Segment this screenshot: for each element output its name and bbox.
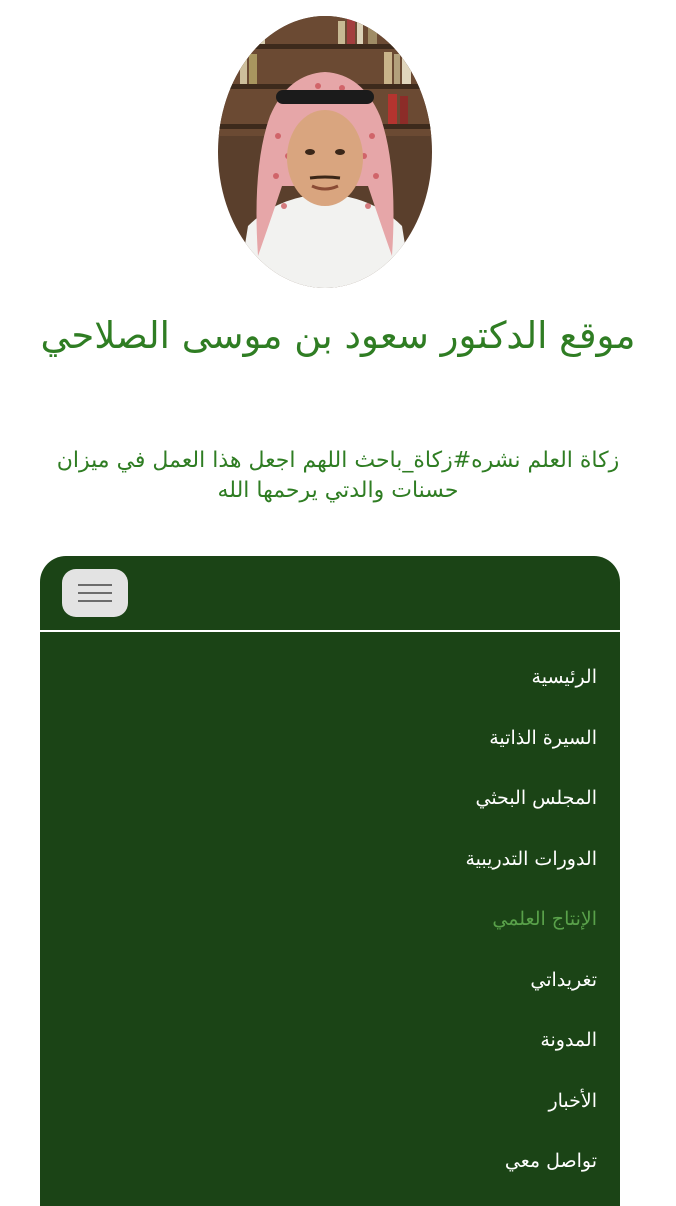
site-title: موقع الدكتور سعود بن موسى الصلاحي [40,314,636,357]
main-navigation [40,556,620,1206]
nav-item-contact[interactable]: تواصل معي [504,1150,597,1172]
nav-item-home[interactable]: الرئيسية [531,666,597,688]
nav-item-research-council[interactable]: المجلس البحثي [475,787,597,809]
profile-avatar [218,16,432,288]
hamburger-menu-button[interactable] [62,569,128,617]
nav-item-training-courses[interactable]: الدورات التدريبية [465,847,597,870]
nav-item-blog[interactable]: المدونة [540,1029,597,1051]
nav-item-tweets[interactable]: تغريداتي [530,968,597,991]
profile-photo [218,16,432,288]
site-tagline: زكاة العلم نشره#زكاة_باحث اللهم اجعل هذا العمل في ميزان حسنات والدتي يرحمها الله [56,448,620,503]
nav-menu-list [40,647,620,1192]
nav-item-cv[interactable]: السيرة الذاتية [489,726,597,749]
nav-item-scientific-output[interactable]: الإنتاج العلمي [492,908,597,930]
nav-item-news[interactable]: الأخبار [548,1089,597,1112]
nav-header [40,556,620,632]
